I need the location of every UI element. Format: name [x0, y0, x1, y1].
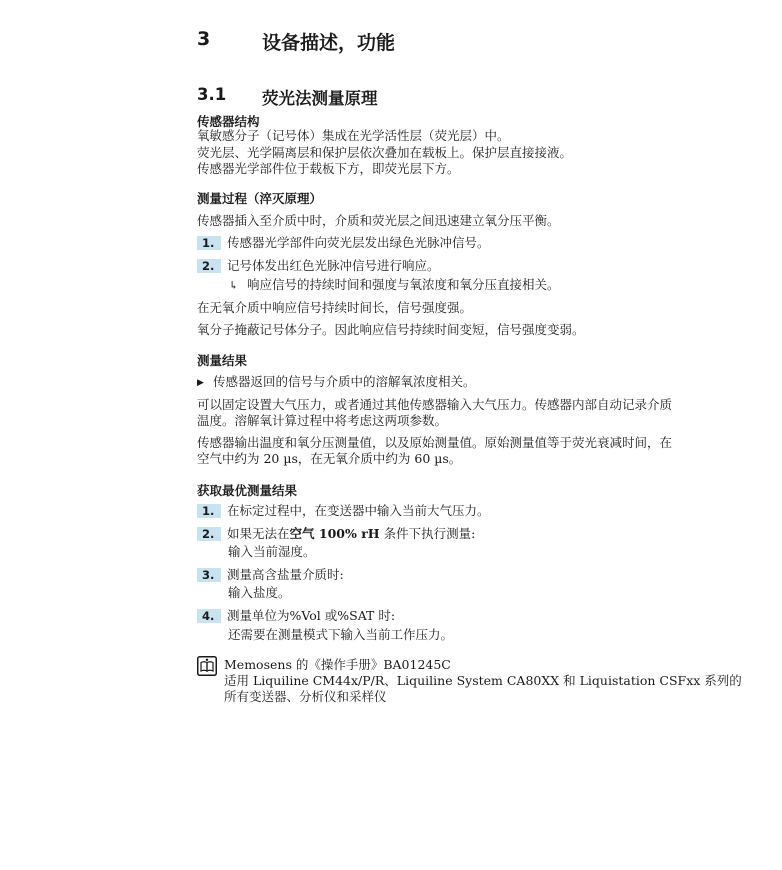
step-number-badge: 1.	[197, 236, 221, 250]
process-step-1	[197, 235, 490, 251]
process-heading: 测量过程（淬灭原理）	[197, 191, 323, 206]
step-result	[229, 277, 560, 294]
results-bullet-text: 传感器返回的信号与介质中的溶解氧浓度相关。	[213, 374, 476, 389]
step-number-badge: 3.	[197, 568, 221, 582]
sensor-structure-line-2: 荧光层、光学隔离层和保护层依次叠加在载板上。保护层直接接液。	[197, 145, 573, 160]
step-text: 传感器光学部件向荧光层发出绿色光脉冲信号。	[227, 235, 490, 250]
sensor-structure-line-1: 氧敏感分子（记号体）集成在光学活性层（荧光层）中。	[197, 128, 510, 143]
step-number-badge: 2.	[197, 259, 221, 273]
note-line-2: 适用 Liquiline CM44x/P/R、Liquiline System CA80XX 和 Liquistation CSFxx 系列的	[224, 673, 742, 688]
best-step-1	[197, 503, 490, 519]
sensor-structure-line-3: 传感器光学部件位于载板下方，即荧光层下方。	[197, 161, 460, 176]
results-para-1-line-2: 温度。溶解氧计算过程中将考虑这两项参数。	[197, 413, 448, 428]
results-para-2-line-2: 空气中约为 20 µs，在无氧介质中约为 60 µs。	[197, 451, 462, 466]
sensor-structure-heading: 传感器结构	[197, 114, 260, 129]
results-bullet	[197, 374, 476, 391]
step-number-badge: 2.	[197, 527, 221, 541]
section-title: 荧光法测量原理	[262, 89, 378, 108]
step-text: 测量单位为%Vol 或%SAT 时:	[227, 608, 396, 623]
chapter-number: 3	[197, 28, 211, 50]
process-line-1: 在无氧介质中响应信号持续时间长，信号强度强。	[197, 300, 473, 315]
best-step-2	[197, 526, 475, 542]
step-text: 在标定过程中，在变送器中输入当前大气压力。	[227, 503, 490, 518]
step-text-pre: 如果无法在	[227, 526, 290, 541]
step-text-bold: 空气 100% rH	[289, 526, 380, 541]
results-para-1-line-1: 可以固定设置大气压力，或者通过其他传感器输入大气压力。传感器内部自动记录介质	[197, 397, 673, 412]
best-step-4	[197, 608, 395, 624]
chapter-title: 设备描述，功能	[262, 32, 396, 54]
section-number: 3.1	[197, 85, 227, 104]
results-para-2-line-1: 传感器输出温度和氧分压测量值，以及原始测量值。原始测量值等于荧光衰减时间，在	[197, 435, 673, 450]
step-number-badge: 1.	[197, 504, 221, 518]
process-step-2	[197, 258, 440, 274]
note-line-1: Memosens 的《操作手册》BA01245C	[224, 657, 451, 672]
result-arrow-icon: ↳	[229, 279, 239, 292]
best-heading: 获取最优测量结果	[197, 483, 298, 498]
results-heading: 测量结果	[197, 353, 248, 368]
step-number-badge: 4.	[197, 609, 221, 623]
step-text-post: 条件下执行测量:	[379, 526, 476, 541]
process-intro: 传感器插入至介质中时，介质和荧光层之间迅速建立氧分压平衡。	[197, 213, 560, 228]
best-step-3-continuation: 输入盐度。	[228, 585, 291, 600]
step-result-text: 响应信号的持续时间和强度与氧浓度和氧分压直接相关。	[247, 277, 560, 292]
step-text	[227, 526, 475, 542]
bullet-triangle-icon: ▶	[197, 378, 204, 388]
step-text: 记号体发出红色光脉冲信号进行响应。	[227, 258, 440, 273]
process-line-2: 氧分子掩蔽记号体分子。因此响应信号持续时间变短，信号强度变弱。	[197, 322, 585, 337]
best-step-3	[197, 567, 344, 583]
book-icon	[197, 656, 217, 676]
best-step-2-continuation: 输入当前湿度。	[228, 544, 316, 559]
best-step-4-continuation: 还需要在测量模式下输入当前工作压力。	[228, 627, 454, 642]
note-line-3: 所有变送器、分析仪和采样仪	[224, 689, 387, 704]
step-text: 测量高含盐量介质时:	[227, 567, 344, 582]
